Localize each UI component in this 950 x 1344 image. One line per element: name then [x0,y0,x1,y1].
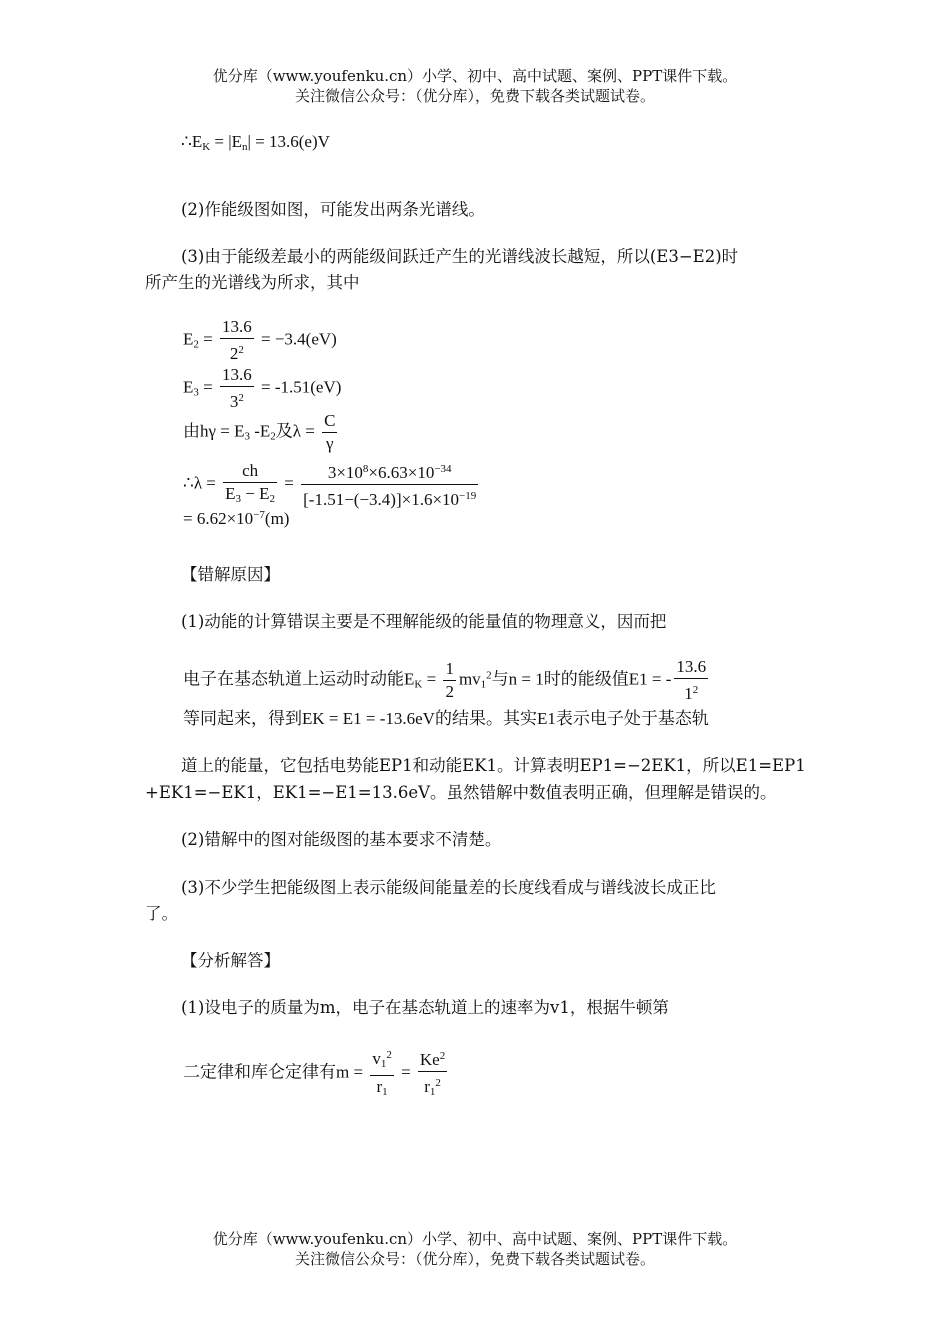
cuojie-1-cont-1: 道上的能量，它包括电势能EP1和动能EK1。计算表明EP1=−2EK1，所以E1=EP1 [181,756,806,775]
e2-equation: $E_2$ = $\frac{13.6}{2^2}$ = −3.4(eV) [183,317,337,363]
hv-equation: 由$h\gamma = E_3$ $-E_2$及λ = $\frac{C}{\gamma}$ [183,411,336,453]
fenxi-title: 【分析解答】 [181,951,280,970]
paragraph-3-line-2: 所产生的光谱线为所求，其中 [145,273,360,292]
page-footer [0,1229,950,1269]
cuojie-3-line-2: 了。 [145,904,178,923]
cuojie-title: 【错解原因】 [181,565,280,584]
footer-line-2: 关注微信公众号：（优分库），免费下载各类试题试卷。 [294,1250,655,1268]
page-header [0,66,950,106]
ek-equation: $\therefore E_K = |E_n| = 13.6(e)V$ [181,132,330,153]
cuojie-3-line-1: (3)不少学生把能级图上表示能级间能量差的长度线看成与谱线波长成正比 [181,878,716,897]
answer-1: (1)设电子的质量为m，电子在基态轨道上的速率为v1，根据牛顿第 [181,998,669,1017]
paragraph-3-line-1: (3)由于能级差最小的两能级间跃迁产生的光谱线波长越短，所以(E3−E2)时 [181,247,739,266]
cuojie-1-cont-2: +EK1=−EK1，EK1=−E1=13.6eV。虽然错解中数值表明正确，但理解是错误的。 [145,783,777,802]
e3-equation: $E_3$ = $\frac{13.6}{3^2}$ = -1.51(eV) [183,365,342,411]
cuojie-1-math-1: 电子在基态轨道上运动时动能$E_K$ = $\frac{1}{2}$ $mv_1^2$与n = 1时的能级值E1 = - $\frac{13.6}{1^2}$ [183,657,707,703]
cuojie-2: (2)错解中的图对能级图的基本要求不清楚。 [181,830,502,849]
footer-line-1: 优分库（www.youfenku.cn）小学、初中、高中试题、案例、PPT课件下载。 [212,1230,738,1248]
result-equation: = $6.62\times 10^{-7}(m)$ [183,509,290,528]
header-line-1: 优分库（www.youfenku.cn）小学、初中、高中试题、案例、PPT课件下载。 [212,67,738,85]
paragraph-2: (2)作能级图如图，可能发出两条光谱线。 [181,200,485,219]
cuojie-1: (1)动能的计算错误主要是不理解能级的能量值的物理意义，因而把 [181,612,667,631]
cuojie-1-math-2: 等同起来，得到EK = E1 = -13.6eV的结果。其实E1表示电子处于基态轨 [183,709,709,728]
answer-1-math: 二定律和库仑定律有m = $\frac{v_1^2}{r_1}$ = $\frac{Ke^2}{r_1^2}$ [183,1044,450,1103]
header-line-2: 关注微信公众号：（优分库），免费下载各类试题试卷。 [294,87,655,105]
lambda-equation: ∴λ = $\frac{ch}{E_3 - E_2}$ = $\frac{3\times 10^8\times 6.63\times 10^{-34}}{[-1.51-(-3.4)]\times 1.6\times 10^{-19}}$ [183,458,481,511]
